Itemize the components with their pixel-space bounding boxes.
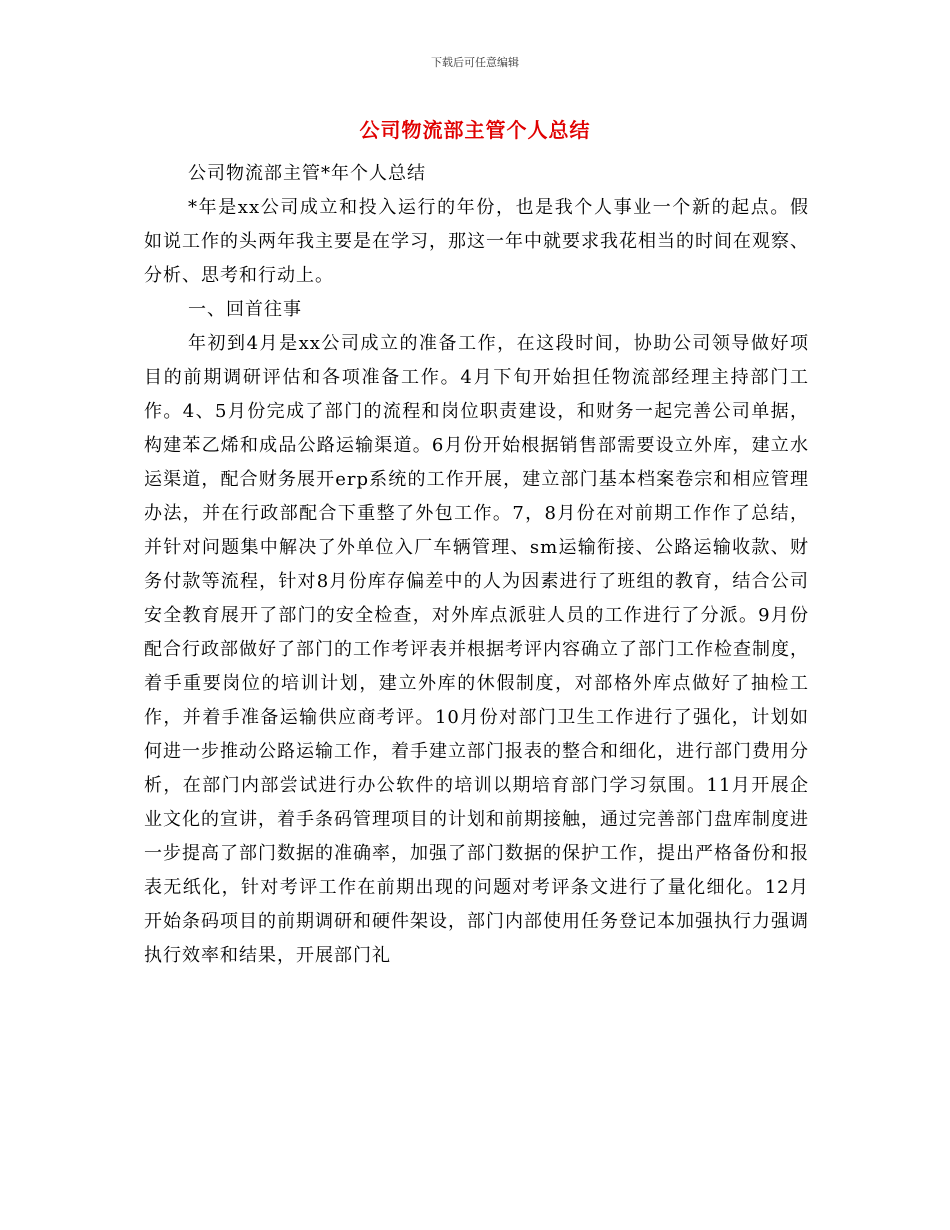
- section-heading-review: 一、回首往事: [188, 299, 302, 320]
- document-body: [144, 157, 809, 973]
- document-title: 公司物流部主管个人总结: [359, 118, 591, 142]
- page-header-note: 下载后可任意编辑: [431, 56, 519, 69]
- paragraph-review: 年初到4月是xx公司成立的准备工作，在这段时间，协助公司领导做好项目的前期调研评估和各项准备工作。4月下旬开始担任物流部经理主持部门工作。4、5月份完成了部门的流程和岗位职责建设，和财务一起完善公司单据，构建苯乙烯和成品公路运输渠道。6月份开始根据销售部需要设立外库，建立水运渠道，配合财务展开erp系统的工作开展，建立部门基本档案卷宗和相应管理办法，并在行政部配合下重整了外包工作。7，8月份在对前期工作作了总结，并针对问题集中解决了外单位入厂车辆管理、sm运输衔接、公路运输收款、财务付款等流程，针对8月份库存偏差中的人为因素进行了班组的教育，结合公司安全教育展开了部门的安全检查，对外库点派驻人员的工作进行了分派。9月份配合行政部做好了部门的工作考评表并根据考评内容确立了部门工作检查制度，着手重要岗位的培训计划，建立外库的休假制度，对部格外库点做好了抽检工作，并着手准备运输供应商考评。10月份对部门卫生工作进行了强化，计划如何进一步推动公路运输工作，着手建立部门报表的整合和细化，进行部门费用分析，在部门内部尝试进行办公软件的培训以期培育部门学习氛围。11月开展企业文化的宣讲，着手条码管理项目的计划和前期接触，通过完善部门盘库制度进一步提高了部门数据的准确率，加强了部门数据的保护工作，提出严格备份和报表无纸化，针对考评工作在前期出现的问题对考评条文进行了量化细化。12月开始条码项目的前期调研和硬件架设，部门内部使用任务登记本加强执行力强调执行效率和结果，开展部门礼: [144, 333, 809, 966]
- paragraph-intro: *年是xx公司成立和投入运行的年份，也是我个人事业一个新的起点。假如说工作的头两年我主要是在学习，那这一年中就要求我花相当的时间在观察、分析、思考和行动上。: [144, 197, 809, 286]
- document-subtitle: 公司物流部主管*年个人总结: [188, 163, 426, 184]
